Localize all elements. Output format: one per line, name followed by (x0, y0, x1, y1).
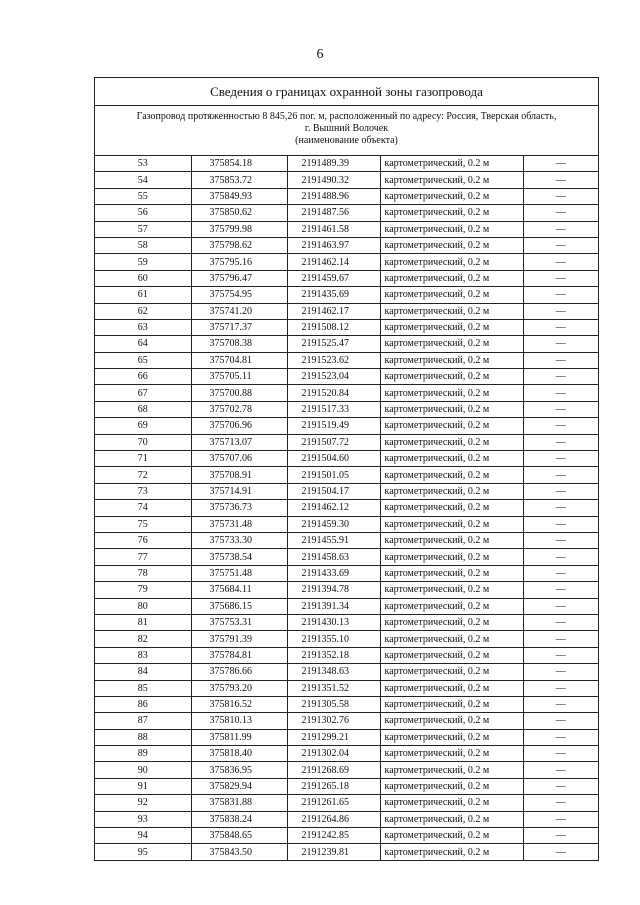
description-cell: — (523, 500, 598, 516)
y-coordinate-cell: 2191520.84 (287, 385, 380, 401)
point-number-cell: 83 (95, 647, 191, 663)
x-coordinate-cell: 375848.65 (191, 828, 287, 844)
point-number-cell: 58 (95, 237, 191, 253)
y-coordinate-cell: 2191302.04 (287, 746, 380, 762)
description-cell: — (523, 319, 598, 335)
x-coordinate-cell: 375838.24 (191, 811, 287, 827)
y-coordinate-cell: 2191348.63 (287, 664, 380, 680)
method-accuracy-cell: картометрический, 0.2 м (380, 713, 523, 729)
y-coordinate-cell: 2191462.14 (287, 254, 380, 270)
method-accuracy-cell: картометрический, 0.2 м (380, 516, 523, 532)
description-cell: — (523, 729, 598, 745)
point-number-cell: 73 (95, 483, 191, 499)
table-row (95, 778, 598, 794)
point-number-cell: 78 (95, 565, 191, 581)
x-coordinate-cell: 375798.62 (191, 237, 287, 253)
method-accuracy-cell: картометрический, 0.2 м (380, 500, 523, 516)
method-accuracy-cell: картометрический, 0.2 м (380, 811, 523, 827)
y-coordinate-cell: 2191299.21 (287, 729, 380, 745)
description-cell: — (523, 647, 598, 663)
description-cell: — (523, 254, 598, 270)
page-number: 6 (316, 47, 324, 62)
x-coordinate-cell: 375684.11 (191, 582, 287, 598)
x-coordinate-cell: 375849.93 (191, 188, 287, 204)
point-number-cell: 77 (95, 549, 191, 565)
y-coordinate-cell: 2191391.34 (287, 598, 380, 614)
description-cell: — (523, 778, 598, 794)
method-accuracy-cell: картометрический, 0.2 м (380, 401, 523, 417)
y-coordinate-cell: 2191487.56 (287, 205, 380, 221)
x-coordinate-cell: 375818.40 (191, 746, 287, 762)
table-row (95, 369, 598, 385)
x-coordinate-cell: 375799.98 (191, 221, 287, 237)
y-coordinate-cell: 2191458.63 (287, 549, 380, 565)
point-number-cell: 67 (95, 385, 191, 401)
method-accuracy-cell: картометрический, 0.2 м (380, 434, 523, 450)
method-accuracy-cell: картометрический, 0.2 м (380, 237, 523, 253)
object-description-line: г. Вышний Волочек (304, 123, 389, 134)
table-row (95, 631, 598, 647)
description-cell: — (523, 287, 598, 303)
method-accuracy-cell: картометрический, 0.2 м (380, 614, 523, 630)
description-cell: — (523, 549, 598, 565)
table-row (95, 729, 598, 745)
point-number-cell: 79 (95, 582, 191, 598)
method-accuracy-cell: картометрический, 0.2 м (380, 188, 523, 204)
description-cell: — (523, 221, 598, 237)
method-accuracy-cell: картометрический, 0.2 м (380, 385, 523, 401)
table-row (95, 664, 598, 680)
object-description-caption: (наименование объекта) (295, 135, 398, 146)
y-coordinate-cell: 2191430.13 (287, 614, 380, 630)
x-coordinate-cell: 375795.16 (191, 254, 287, 270)
method-accuracy-cell: картометрический, 0.2 м (380, 778, 523, 794)
method-accuracy-cell: картометрический, 0.2 м (380, 483, 523, 499)
y-coordinate-cell: 2191265.18 (287, 778, 380, 794)
point-number-cell: 95 (95, 844, 191, 860)
x-coordinate-cell: 375702.78 (191, 401, 287, 417)
y-coordinate-cell: 2191355.10 (287, 631, 380, 647)
x-coordinate-cell: 375705.11 (191, 369, 287, 385)
method-accuracy-cell: картометрический, 0.2 м (380, 319, 523, 335)
y-coordinate-cell: 2191504.17 (287, 483, 380, 499)
point-number-cell: 80 (95, 598, 191, 614)
description-cell: — (523, 516, 598, 532)
table-row (95, 811, 598, 827)
x-coordinate-cell: 375829.94 (191, 778, 287, 794)
x-coordinate-cell: 375714.91 (191, 483, 287, 499)
x-coordinate-cell: 375796.47 (191, 270, 287, 286)
x-coordinate-cell: 375843.50 (191, 844, 287, 860)
y-coordinate-cell: 2191517.33 (287, 401, 380, 417)
description-cell: — (523, 270, 598, 286)
table-row (95, 696, 598, 712)
table-row (95, 352, 598, 368)
method-accuracy-cell: картометрический, 0.2 м (380, 598, 523, 614)
method-accuracy-cell: картометрический, 0.2 м (380, 696, 523, 712)
method-accuracy-cell: картометрический, 0.2 м (380, 729, 523, 745)
point-number-cell: 62 (95, 303, 191, 319)
point-number-cell: 53 (95, 156, 191, 172)
x-coordinate-cell: 375717.37 (191, 319, 287, 335)
x-coordinate-cell: 375836.95 (191, 762, 287, 778)
point-number-cell: 57 (95, 221, 191, 237)
x-coordinate-cell: 375736.73 (191, 500, 287, 516)
table-row (95, 516, 598, 532)
method-accuracy-cell: картометрический, 0.2 м (380, 303, 523, 319)
x-coordinate-cell: 375706.96 (191, 418, 287, 434)
method-accuracy-cell: картометрический, 0.2 м (380, 680, 523, 696)
table-row (95, 532, 598, 548)
method-accuracy-cell: картометрический, 0.2 м (380, 287, 523, 303)
y-coordinate-cell: 2191459.67 (287, 270, 380, 286)
table-row (95, 483, 598, 499)
point-number-cell: 65 (95, 352, 191, 368)
table-row (95, 467, 598, 483)
point-number-cell: 92 (95, 795, 191, 811)
method-accuracy-cell: картометрический, 0.2 м (380, 254, 523, 270)
y-coordinate-cell: 2191261.65 (287, 795, 380, 811)
table-row (95, 647, 598, 663)
description-cell: — (523, 582, 598, 598)
point-number-cell: 75 (95, 516, 191, 532)
method-accuracy-cell: картометрический, 0.2 м (380, 418, 523, 434)
point-number-cell: 86 (95, 696, 191, 712)
table-row (95, 565, 598, 581)
method-accuracy-cell: картометрический, 0.2 м (380, 582, 523, 598)
description-cell: — (523, 156, 598, 172)
method-accuracy-cell: картометрический, 0.2 м (380, 631, 523, 647)
x-coordinate-cell: 375810.13 (191, 713, 287, 729)
table-row (95, 303, 598, 319)
method-accuracy-cell: картометрический, 0.2 м (380, 746, 523, 762)
x-coordinate-cell: 375784.81 (191, 647, 287, 663)
method-accuracy-cell: картометрический, 0.2 м (380, 467, 523, 483)
y-coordinate-cell: 2191462.12 (287, 500, 380, 516)
method-accuracy-cell: картометрический, 0.2 м (380, 156, 523, 172)
method-accuracy-cell: картометрический, 0.2 м (380, 532, 523, 548)
description-cell: — (523, 336, 598, 352)
x-coordinate-cell: 375713.07 (191, 434, 287, 450)
table-row (95, 172, 598, 188)
x-coordinate-cell: 375738.54 (191, 549, 287, 565)
table-row (95, 401, 598, 417)
point-number-cell: 88 (95, 729, 191, 745)
description-cell: — (523, 418, 598, 434)
y-coordinate-cell: 2191490.32 (287, 172, 380, 188)
point-number-cell: 72 (95, 467, 191, 483)
point-number-cell: 84 (95, 664, 191, 680)
coordinates-table (95, 156, 598, 860)
x-coordinate-cell: 375686.15 (191, 598, 287, 614)
table-row (95, 287, 598, 303)
description-cell: — (523, 385, 598, 401)
table-row (95, 746, 598, 762)
document-title: Сведения о границах охранной зоны газопровода (95, 78, 598, 106)
y-coordinate-cell: 2191489.39 (287, 156, 380, 172)
point-number-cell: 61 (95, 287, 191, 303)
x-coordinate-cell: 375793.20 (191, 680, 287, 696)
table-row (95, 205, 598, 221)
y-coordinate-cell: 2191302.76 (287, 713, 380, 729)
table-row (95, 237, 598, 253)
point-number-cell: 55 (95, 188, 191, 204)
y-coordinate-cell: 2191394.78 (287, 582, 380, 598)
table-row (95, 188, 598, 204)
table-row (95, 598, 598, 614)
x-coordinate-cell: 375700.88 (191, 385, 287, 401)
method-accuracy-cell: картометрический, 0.2 м (380, 549, 523, 565)
x-coordinate-cell: 375854.18 (191, 156, 287, 172)
point-number-cell: 82 (95, 631, 191, 647)
y-coordinate-cell: 2191435.69 (287, 287, 380, 303)
y-coordinate-cell: 2191488.96 (287, 188, 380, 204)
description-cell: — (523, 369, 598, 385)
point-number-cell: 76 (95, 532, 191, 548)
point-number-cell: 74 (95, 500, 191, 516)
description-cell: — (523, 352, 598, 368)
method-accuracy-cell: картометрический, 0.2 м (380, 647, 523, 663)
point-number-cell: 87 (95, 713, 191, 729)
description-cell: — (523, 467, 598, 483)
object-description-line: Газопровод протяженностью 8 845,26 пог. м, расположенный по адресу: Россия, Тверская область, (136, 111, 557, 122)
y-coordinate-cell: 2191462.17 (287, 303, 380, 319)
x-coordinate-cell: 375733.30 (191, 532, 287, 548)
description-cell: — (523, 631, 598, 647)
y-coordinate-cell: 2191305.58 (287, 696, 380, 712)
x-coordinate-cell: 375751.48 (191, 565, 287, 581)
y-coordinate-cell: 2191268.69 (287, 762, 380, 778)
description-cell: — (523, 483, 598, 499)
x-coordinate-cell: 375708.38 (191, 336, 287, 352)
method-accuracy-cell: картометрический, 0.2 м (380, 221, 523, 237)
table-row (95, 614, 598, 630)
description-cell: — (523, 565, 598, 581)
description-cell: — (523, 401, 598, 417)
method-accuracy-cell: картометрический, 0.2 м (380, 664, 523, 680)
x-coordinate-cell: 375853.72 (191, 172, 287, 188)
description-cell: — (523, 237, 598, 253)
point-number-cell: 94 (95, 828, 191, 844)
method-accuracy-cell: картометрический, 0.2 м (380, 565, 523, 581)
description-cell: — (523, 598, 598, 614)
x-coordinate-cell: 375741.20 (191, 303, 287, 319)
table-row (95, 762, 598, 778)
method-accuracy-cell: картометрический, 0.2 м (380, 844, 523, 860)
point-number-cell: 93 (95, 811, 191, 827)
y-coordinate-cell: 2191351.52 (287, 680, 380, 696)
description-cell: — (523, 664, 598, 680)
method-accuracy-cell: картометрический, 0.2 м (380, 762, 523, 778)
y-coordinate-cell: 2191459.30 (287, 516, 380, 532)
x-coordinate-cell: 375731.48 (191, 516, 287, 532)
description-cell: — (523, 205, 598, 221)
y-coordinate-cell: 2191525.47 (287, 336, 380, 352)
table-row (95, 844, 598, 860)
description-cell: — (523, 680, 598, 696)
y-coordinate-cell: 2191523.62 (287, 352, 380, 368)
table-row (95, 582, 598, 598)
point-number-cell: 68 (95, 401, 191, 417)
table-row (95, 254, 598, 270)
method-accuracy-cell: картометрический, 0.2 м (380, 352, 523, 368)
point-number-cell: 66 (95, 369, 191, 385)
y-coordinate-cell: 2191461.58 (287, 221, 380, 237)
table-row (95, 828, 598, 844)
point-number-cell: 85 (95, 680, 191, 696)
table-row (95, 319, 598, 335)
point-number-cell: 56 (95, 205, 191, 221)
point-number-cell: 64 (95, 336, 191, 352)
description-cell: — (555, 846, 566, 858)
table-row (95, 221, 598, 237)
description-cell: — (523, 828, 598, 844)
x-coordinate-cell: 375708.91 (191, 467, 287, 483)
method-accuracy-cell: картометрический, 0.2 м (380, 369, 523, 385)
description-cell: — (523, 795, 598, 811)
method-accuracy-cell: картометрический, 0.2 м (380, 336, 523, 352)
description-cell: — (523, 172, 598, 188)
table-row (95, 713, 598, 729)
y-coordinate-cell: 2191504.60 (287, 451, 380, 467)
x-coordinate-cell: 375704.81 (191, 352, 287, 368)
table-row (95, 385, 598, 401)
x-coordinate-cell: 375754.95 (191, 287, 287, 303)
method-accuracy-cell: картометрический, 0.2 м (380, 451, 523, 467)
y-coordinate-cell: 2191501.05 (287, 467, 380, 483)
description-cell: — (523, 696, 598, 712)
table-row (95, 795, 598, 811)
y-coordinate-cell: 2191352.18 (287, 647, 380, 663)
y-coordinate-cell: 2191455.91 (287, 532, 380, 548)
point-number-cell: 70 (95, 434, 191, 450)
point-number-cell: 69 (95, 418, 191, 434)
x-coordinate-cell: 375707.06 (191, 451, 287, 467)
method-accuracy-cell: картометрический, 0.2 м (380, 828, 523, 844)
point-number-cell: 59 (95, 254, 191, 270)
description-cell: — (523, 811, 598, 827)
point-number-cell: 63 (95, 319, 191, 335)
description-cell: — (523, 762, 598, 778)
description-cell: — (523, 746, 598, 762)
description-cell: — (523, 614, 598, 630)
method-accuracy-cell: картометрический, 0.2 м (380, 795, 523, 811)
table-row (95, 451, 598, 467)
description-cell: — (523, 434, 598, 450)
description-cell: — (523, 188, 598, 204)
point-number-cell: 90 (95, 762, 191, 778)
method-accuracy-cell: картометрический, 0.2 м (380, 205, 523, 221)
y-coordinate-cell: 2191242.85 (287, 828, 380, 844)
table-row (95, 418, 598, 434)
point-number-cell: 54 (95, 172, 191, 188)
x-coordinate-cell: 375816.52 (191, 696, 287, 712)
point-number-cell: 89 (95, 746, 191, 762)
x-coordinate-cell: 375850.62 (191, 205, 287, 221)
table-row (95, 434, 598, 450)
method-accuracy-cell: картометрический, 0.2 м (380, 270, 523, 286)
point-number-cell: 71 (95, 451, 191, 467)
y-coordinate-cell: 2191519.49 (287, 418, 380, 434)
y-coordinate-cell: 2191507.72 (287, 434, 380, 450)
table-row (95, 336, 598, 352)
x-coordinate-cell: 375791.39 (191, 631, 287, 647)
method-accuracy-cell: картометрический, 0.2 м (380, 172, 523, 188)
point-number-cell: 81 (95, 614, 191, 630)
table-row (95, 680, 598, 696)
description-cell: — (523, 713, 598, 729)
y-coordinate-cell: 2191239.81 (287, 844, 380, 860)
table-row (95, 500, 598, 516)
y-coordinate-cell: 2191463.97 (287, 237, 380, 253)
y-coordinate-cell: 2191264.86 (287, 811, 380, 827)
x-coordinate-cell: 375753.31 (191, 614, 287, 630)
x-coordinate-cell: 375831.88 (191, 795, 287, 811)
table-row (95, 156, 598, 172)
y-coordinate-cell: 2191433.69 (287, 565, 380, 581)
boundary-info-sheet (94, 77, 599, 861)
y-coordinate-cell: 2191508.12 (287, 319, 380, 335)
coordinates-table-body (95, 156, 598, 860)
description-cell: — (523, 303, 598, 319)
description-cell: — (523, 451, 598, 467)
y-coordinate-cell: 2191523.04 (287, 369, 380, 385)
description-cell: — (523, 532, 598, 548)
table-row (95, 270, 598, 286)
point-number-cell: 91 (95, 778, 191, 794)
point-number-cell: 60 (95, 270, 191, 286)
object-description (95, 106, 598, 156)
table-row (95, 549, 598, 565)
x-coordinate-cell: 375786.66 (191, 664, 287, 680)
x-coordinate-cell: 375811.99 (191, 729, 287, 745)
